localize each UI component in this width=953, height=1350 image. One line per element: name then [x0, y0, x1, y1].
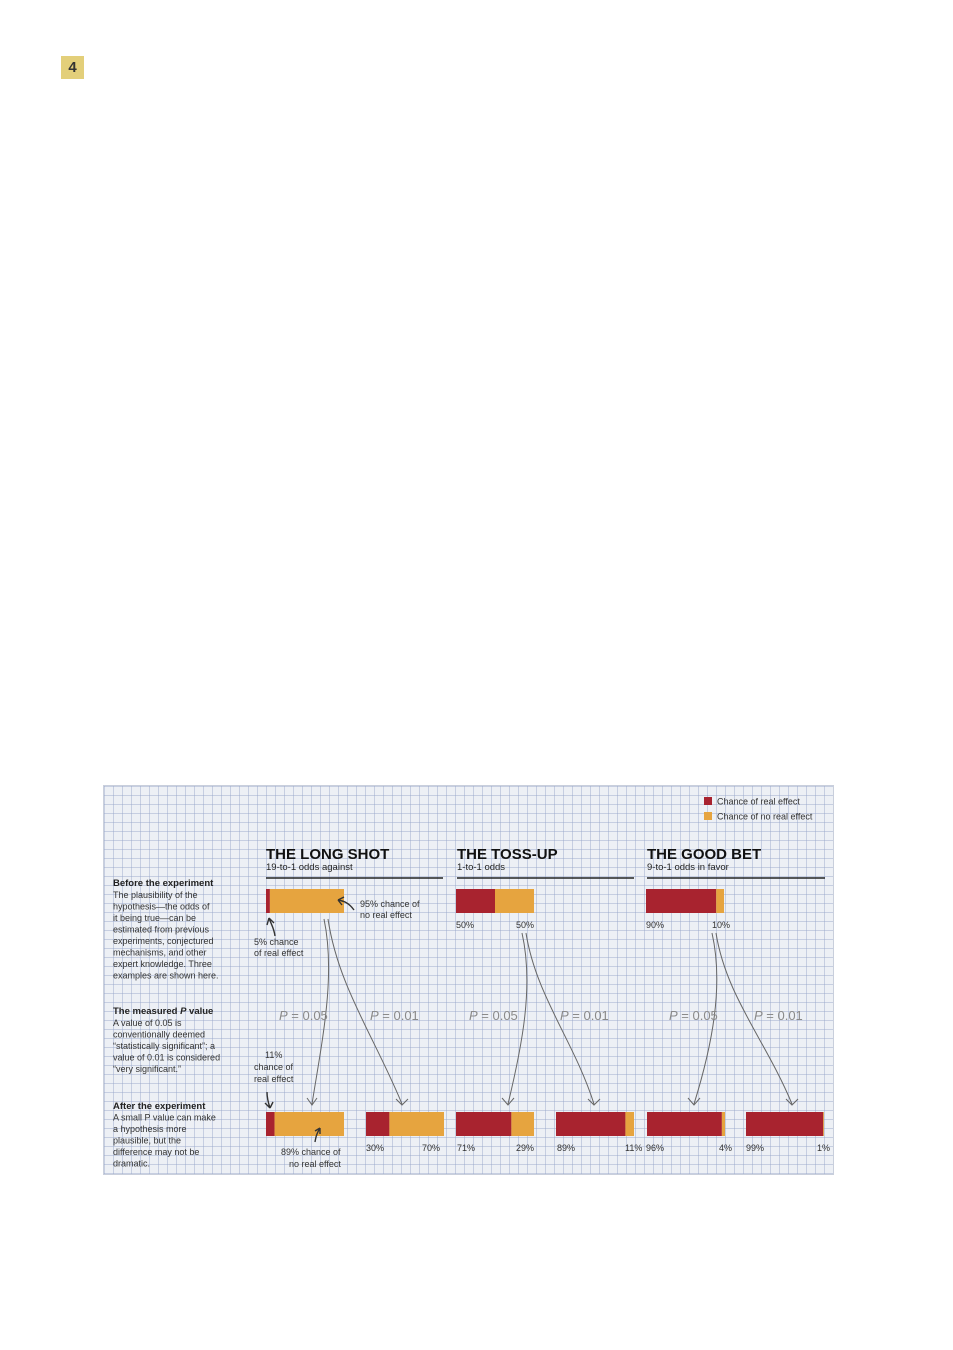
bar-s3-post05-real: [647, 1112, 722, 1136]
annotation-prior-noreal: 95% chance of: [360, 899, 420, 909]
sidebar-pvalue-line: conventionally deemed: [113, 1029, 206, 1040]
sidebar-pvalue-title: The measured P value: [113, 1006, 214, 1017]
bar-s2-prior-real: [456, 889, 495, 913]
p-label-s3-01: P = 0.01: [754, 1008, 803, 1023]
p-label-s1-01: P = 0.01: [370, 1008, 419, 1023]
figure-svg: [104, 786, 835, 1176]
legend-label-real: Chance of real effect: [717, 796, 800, 807]
sidebar-before: [113, 878, 219, 981]
bar-s2-post05-noreal: [511, 1112, 534, 1136]
bar-s1-post05-noreal: [275, 1112, 344, 1136]
pct-label: 4%: [719, 1143, 733, 1153]
p-label-s1-05: P = 0.05: [279, 1008, 328, 1023]
sidebar-before-title: Before the experiment: [113, 878, 214, 889]
sidebar-before-line: examples are shown here.: [113, 970, 219, 981]
annotation-post-real: chance of: [254, 1062, 294, 1072]
sidebar-before-line: expert knowledge. Three: [113, 959, 212, 969]
arrowhead-icon: [588, 1099, 600, 1105]
arrowhead-icon: [786, 1099, 798, 1105]
annotation-post-noreal: 89% chance of: [281, 1147, 341, 1157]
p-label-s3-05: P = 0.05: [669, 1008, 718, 1023]
pct-label: 50%: [456, 920, 475, 930]
bar-s3-prior-real: [646, 889, 716, 913]
sidebar-after-line: difference may not be: [113, 1147, 200, 1157]
legend-swatch-noreal: [704, 812, 712, 820]
annotation-post-real: 11%: [265, 1050, 283, 1060]
annotation-post-real: real effect: [254, 1074, 294, 1084]
sidebar-before-line: experiments, conjectured: [113, 936, 214, 946]
pct-label: 1%: [817, 1143, 831, 1153]
sidebar-after-line: dramatic.: [113, 1158, 151, 1169]
pct-label: 96%: [646, 1143, 665, 1153]
bar-s3-post01-noreal: [823, 1112, 824, 1136]
bars: [266, 889, 824, 1136]
pct-label: 30%: [366, 1143, 385, 1153]
bar-s1-post01-real: [366, 1112, 389, 1136]
legend-label-noreal: Chance of no real effect: [717, 811, 813, 822]
sidebar-before-line: The plausibility of the: [113, 890, 198, 900]
bar-s1-prior-noreal: [270, 889, 344, 913]
pct-label: 71%: [457, 1143, 476, 1153]
pct-label: 99%: [746, 1143, 765, 1153]
p-value-figure: [103, 785, 834, 1175]
p-label-s2-01: P = 0.01: [560, 1008, 609, 1023]
legend-swatch-real: [704, 797, 712, 805]
bar-s3-post01-real: [746, 1112, 823, 1136]
pct-label: 90%: [646, 920, 665, 930]
arrowhead-icon: [396, 1099, 408, 1105]
arrow-icon: [265, 1092, 273, 1108]
annotation-prior-real: 5% chance: [254, 937, 299, 947]
page-number-badge: 4: [61, 56, 84, 79]
bar-s1-post05-real: [266, 1112, 275, 1136]
sidebar-pvalue-line: value of 0.01 is considered: [113, 1052, 221, 1063]
sidebar-after-line: plausible, but the: [113, 1135, 182, 1146]
sidebar-pvalue-line: “very significant.”: [113, 1064, 182, 1074]
bar-s1-post01-noreal: [389, 1112, 444, 1136]
scenario-2-title: THE TOSS-UP: [457, 846, 558, 863]
sidebar-pvalue-line: “statistically significant”; a: [113, 1041, 216, 1051]
scenario-3-subtitle: 9-to-1 odds in favor: [647, 862, 729, 873]
sidebar-before-line: mechanisms, and other: [113, 947, 207, 958]
bar-s2-post05-real: [456, 1112, 511, 1136]
annotation-post-noreal: no real effect: [289, 1159, 341, 1169]
sidebar-after-line: a hypothesis more: [113, 1124, 187, 1134]
legend: [704, 797, 813, 822]
scenario-2-subtitle: 1-to-1 odds: [457, 862, 506, 873]
annotation-prior-real: of real effect: [254, 948, 304, 958]
sidebar-before-line: it being true—can be: [113, 913, 197, 923]
sidebar-after-title: After the experiment: [113, 1101, 206, 1112]
pct-label: 11%: [625, 1143, 643, 1153]
pct-label: 29%: [516, 1143, 535, 1153]
sidebar-after-line: A small P value can make: [113, 1112, 216, 1123]
annotation-prior-noreal: no real effect: [360, 910, 412, 920]
bar-s3-post05-noreal: [722, 1112, 725, 1136]
bar-s1-prior-real: [266, 889, 270, 913]
bar-s2-post01-noreal: [625, 1112, 634, 1136]
sidebar-before-line: estimated from previous: [113, 924, 210, 935]
scenario-1-title: THE LONG SHOT: [266, 846, 390, 863]
pct-label: 10%: [712, 920, 731, 930]
p-label-s2-05: P = 0.05: [469, 1008, 518, 1023]
bar-s2-post01-real: [556, 1112, 625, 1136]
bar-s3-prior-noreal: [716, 889, 724, 913]
scenario-1-subtitle: 19-to-1 odds against: [266, 862, 353, 873]
sidebar-after: [113, 1101, 216, 1169]
arrow-icon: [267, 918, 275, 936]
bar-s2-prior-noreal: [495, 889, 534, 913]
scenario-3-title: THE GOOD BET: [647, 846, 762, 863]
pct-label: 50%: [516, 920, 535, 930]
sidebar-pvalue-line: A value of 0.05 is: [113, 1018, 182, 1028]
sidebar-pvalue: [113, 1006, 220, 1074]
sidebar-before-line: hypothesis—the odds of: [113, 901, 210, 912]
pct-label: 70%: [422, 1143, 441, 1153]
pct-label: 89%: [557, 1143, 576, 1153]
